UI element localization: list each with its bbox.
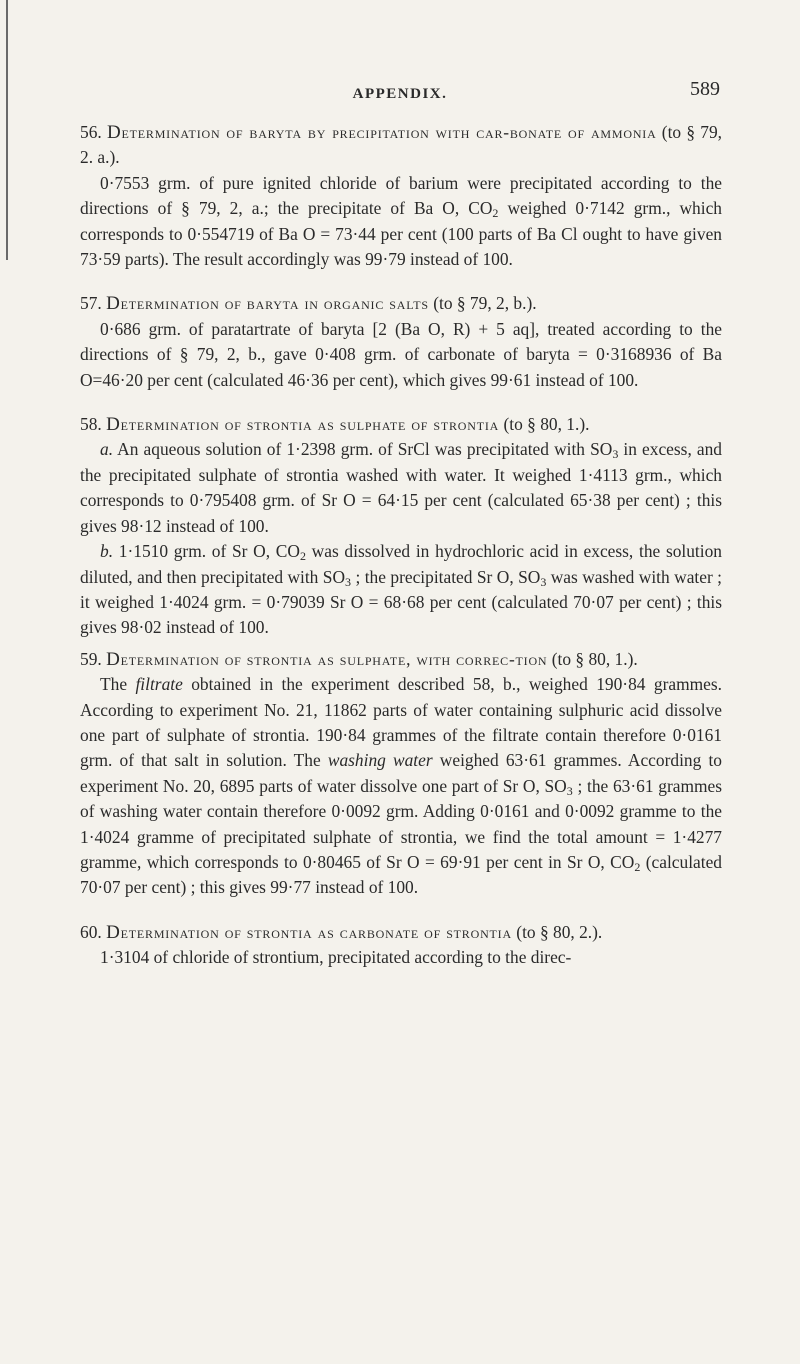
section-number: 58. — [80, 414, 102, 435]
page-number: 589 — [690, 78, 720, 100]
page-header — [80, 78, 720, 110]
section-heading — [80, 412, 722, 437]
section-title: Determination of baryta in organic salts — [106, 293, 429, 315]
paragraph-b: b. 1·1510 grm. of Sr O, $CO_2$ was dissolved in hydrochloric acid in excess, the solution diluted, and then precipitated with $SO_3$ ; the precipitated Sr O, $SO_3$ was washed with water ; it weighed 1·4024 grm. = 0·79039 Sr O = 68·68 per cent (calculated 70·07 per cent) ; this gives 98·02 instead of 100. — [80, 541, 723, 638]
section-title: Determination of strontia as sulphate of strontia — [106, 414, 500, 436]
section-title: Determination of baryta by precipitation with car-bonate of ammonia — [106, 122, 657, 143]
section-reference: (to § 80, 2.). — [516, 921, 603, 942]
section-reference: (to § 80, 1.). — [503, 414, 590, 435]
section-58 — [80, 412, 722, 641]
section-reference: (to § 79, 2. a.). — [80, 122, 722, 168]
section-number: 56. — [80, 122, 102, 142]
section-paragraph: 0·7553 grm. of pure ignited chloride of barium were precipitated according to the directions of § 79, 2, a.; the precipitate of Ba O, $CO_2$ weighed 0·7142 grm., which corresponds to 0·554719 of Ba O = 73·44 per cent (100 parts of Ba Cl ought to have given 73·59 parts). The result accordingly was 99·79 instead of 100. — [80, 172, 722, 270]
section-paragraph: 0·686 grm. of paratartrate of baryta [2 (Ba O, R) + 5 aq], treated according to the directions of § 79, 2, b., gave 0·408 grm. of carbonate of baryta = 0·3168936 of Ba O=46·20 per cent (calculated 46·36 per cent), which gives 99·61 instead of 100. — [80, 318, 722, 390]
paragraph-a: a. An aqueous solution of 1·2398 grm. of SrCl was precipitated with $SO_3$ in excess, and the precipitated sulphate of strontia washed with water. It weighed 1·4113 grm., which corresponds to 0·795408 grm. of Sr O = 64·15 per cent (calculated 65·38 per cent) ; this gives 98·12 instead of 100. — [80, 439, 722, 536]
section-heading — [80, 920, 722, 945]
section-heading — [80, 120, 722, 171]
page-body — [80, 120, 722, 971]
section-59 — [80, 647, 722, 901]
page-edge-rule — [6, 0, 8, 260]
section-reference: (to § 79, 2, b.). — [433, 293, 537, 314]
section-number: 57. — [80, 293, 102, 314]
section-reference: (to § 80, 1.). — [551, 648, 638, 669]
section-heading — [80, 647, 722, 672]
section-title: Determination of strontia as carbonate of strontia — [106, 921, 512, 943]
section-56 — [80, 120, 722, 272]
section-57 — [80, 291, 722, 393]
section-number: 60. — [80, 921, 102, 942]
section-title: Determination of strontia as sulphate, with correc-tion — [106, 648, 548, 670]
section-heading — [80, 291, 722, 316]
section-60 — [80, 920, 722, 971]
section-paragraph: 1·3104 of chloride of strontium, precipitated according to the direc- — [100, 947, 572, 968]
section-paragraph: The filtrate obtained in the experiment described 58, b., weighed 190·84 grammes. According to experiment No. 21, 11862 parts of water containing sulphuric acid dissolve one part of sulphate of strontia. 190·84 grammes of the filtrate contain therefore 0·0161 grm. of that salt in solution. The washing water weighed 63·61 grammes. According to experiment No. 20, 6895 parts of water dissolve one part of Sr O, $SO_3$ ; the 63·61 grammes of washing water contain therefore 0·0092 grm. Adding 0·0161 and 0·0092 gramme to the 1·4024 gramme of precipitated sulphate of strontia, we find the total amount = 1·4277 gramme, which corresponds to 0·80465 of Sr O = 69·91 per cent in Sr O, $CO_2$ (calculated 70·07 per cent) ; this gives 99·77 instead of 100. — [80, 674, 722, 898]
section-number: 59. — [80, 648, 102, 669]
running-head: APPENDIX. — [352, 86, 448, 102]
